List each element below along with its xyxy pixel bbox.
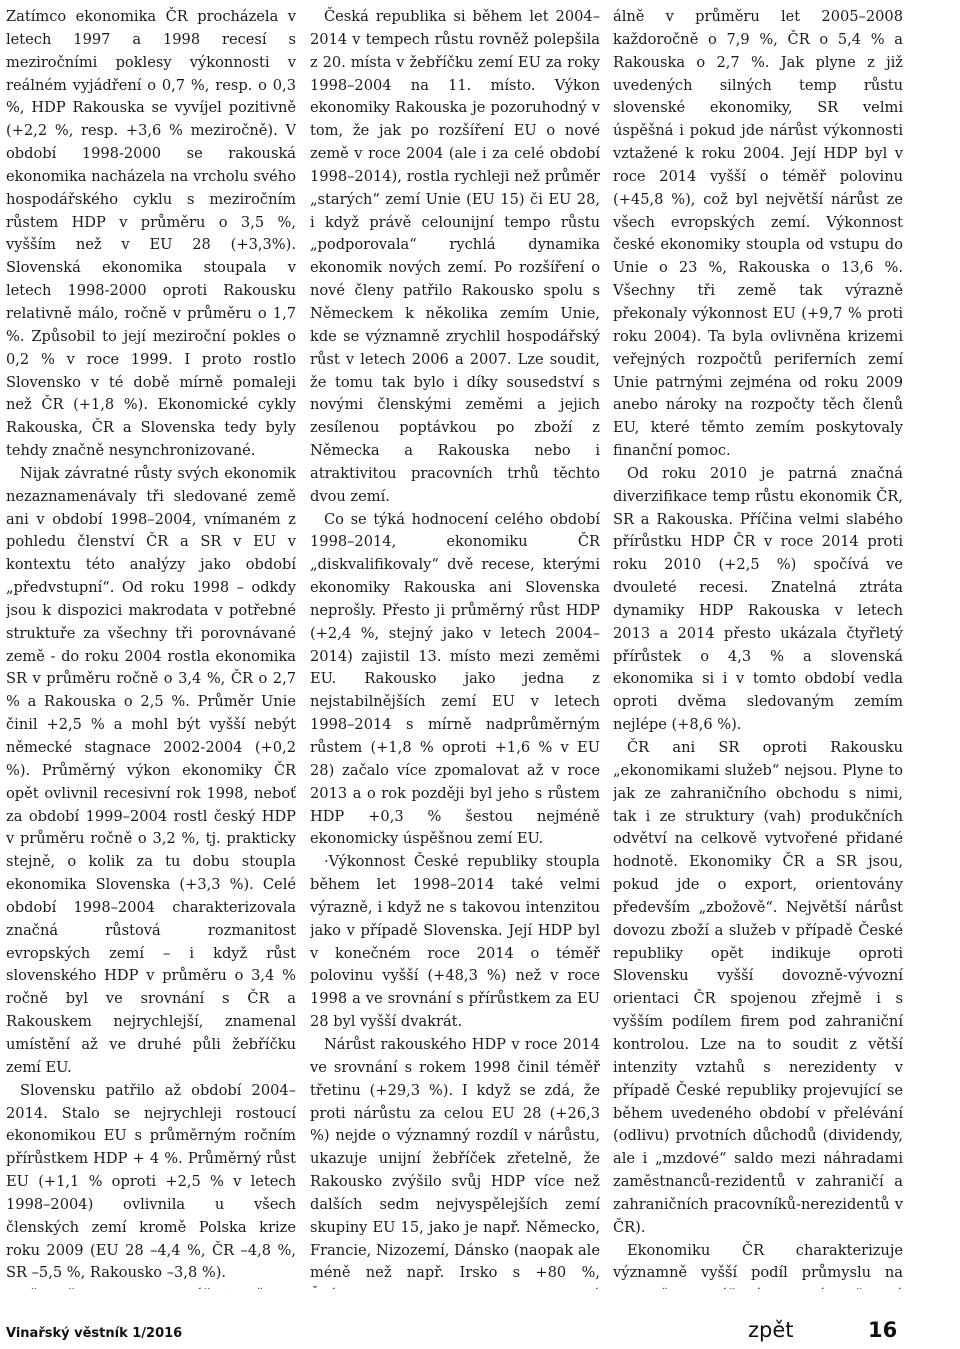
text-column-3 — [613, 6, 903, 1289]
journal-title: Vinařský věstník 1/2016 — [6, 1326, 183, 1341]
paragraph: Slovensku patřilo až období 2004–2014. Stalo se nejrychleji rostoucí ekonomikou EU s průměrným ročním přírůstkem HDP + 4 %. Průměrný růst EU (+1,1 % oproti +2,5 % v letech 1998–2004) ovlivnila u všech členských zemí kromě Polska krize roku 2009 (EU 28 –4,4 %, ČR –4,8 %, SR –5,5 %, Rakousko –3,8 %). — [6, 1081, 296, 1282]
paragraph: Co se týká hodnocení celého období 1998–2014, ekonomiku ČR „diskvalifikovaly“ dvě recese, kterými ekonomiky Rakouska ani Slovenska neprošly. Přesto ji průměrný růst HDP (+2,4 %, stejný jako v letech 2004–2014) zajistil 13. místo mezi zeměmi EU. Rakousko jako jedna z nejstabilnějších zemí EU v letech 1998–2014 s mírně nadprůměrným růstem (+1,8 % oproti +1,6 % v EU 28) začalo více zpomalovat až v roce 2013 a o rok později byl jeho s růstem HDP +0,3 % šestou nejméně ekonomicky úspěšnou zemí EU. — [310, 510, 600, 848]
paragraph: Ekonomiku ČR charakterizuje významně vyšší podíl průmyslu na — [613, 1241, 903, 1282]
paragraph: ·Výkonnost České republiky stoupla během let 1998–2014 také velmi výrazně, i když ne s takovou intenzitou jako v případě Slovenska. Její HDP byl v konečném roce 2014 o téměř polovinu vyšší (+48,3 %) než v roce 1998 a ve srovnání s přírůstkem za EU 28 byl vyšší dvakrát. — [310, 853, 600, 1031]
back-link[interactable]: zpět — [748, 1318, 794, 1342]
page-footer — [0, 1312, 960, 1349]
text-column-2 — [310, 6, 600, 1289]
page-number: 16 — [868, 1318, 898, 1342]
paragraph: Nárůst rakouského HDP v roce 2014 ve srovnání s rokem 1998 činil téměř třetinu (+29,3 %). I když se zdá, že proti nárůstu za celou EU 28 (+26,3 %) nejde o významný rozdíl v nárůstu, ukazuje unijní žebříček zřetelně, že Rakousko zvýšilo svůj HDP více než dalších sedm nejvyspělejších zemí skupiny EU 15, jako je např. Německo, Francie, Nizozemí, Dánsko (naopak ale méně než např. Irsko s +80 %, — [310, 1035, 600, 1282]
paragraph: Nijak závratné růsty svých ekonomik nezaznamenávaly tři sledované země ani v období 1998–2004, vnímaném z pohledu členství ČR a SR v EU v kontextu této analýzy jako období „předvstupní“. Od roku 1998 – odkdy jsou k dispozici makrodata v potřebné struktuře za všechny tři porovnávané země - do roku 2004 rostla ekonomika SR v průměru ročně o 3,4 %, ČR o 2,7 % a Rakouska o 2,5 %. Průměr Unie činil +2,5 % a mohl být vyšší nebýt německé stagnace 2002-2004 (+0,2 %). Průměrný výkon ekonomiky ČR opět ovlivnil recesivní rok 1998, neboť za období 1999–2004 rostl český HDP v průměru ročně o 3,2 %, tj. prakticky stejně, o kolik za tu dobu stoupla ekonomika Slovenska (+3,3 %). Celé období 1998–2004 charakterizovala značná růstová rozmanitost evropských zemí – i když růst slovenského HDP v průměru o 3,4 % ročně byl ve srovnání s ČR a Rakouskem nejrychlejší, znamenal umístění až ve druhé půli žebříčku zemí EU. — [6, 464, 296, 1076]
paragraph: álně v průměru let 2005–2008 každoročně o 7,9 %, ČR o 5,4 % a Rakouska o 2,7 %. Jak plyne z již uvedených silných temp růstu slovenské ekonomiky, SR velmi úspěšná i pokud jde nárůst výkonnosti vztažené k roku 2004. Její HDP byl v roce 2014 vyšší o téměř polovinu (+45,8 %), což byl největší nárůst ze všech evropských zemí. Výkonnost české ekonomiky stoupla od vstupu do Unie o 23 %, Rakouska o 13,6 %. Všechny tři země tak výrazně překonaly výkonnost EU (+9,7 % proti roku 2004). Ta byla ovlivněna krizemi veřejných rozpočtů periferních zemí Unie patrnými zejména od roku 2009 anebo nároky na rozpočty těch členů EU, které těmto zemím poskytovaly finanční pomoc. — [613, 8, 903, 460]
paragraph: Od roku 2010 je patrná značná diverzifikace temp růstu ekonomik ČR, SR a Rakouska. Příčina velmi slabého přírůstku HDP ČR v roce 2014 proti roku 2010 (+2,5 %) spočívá ve dvouleté recesi. Znatelná ztráta dynamiky HDP Rakouska v letech 2013 a 2014 přesto ukázala čtyřletý přírůstek o 4,3 % a slovenská ekonomika si i v tomto období vedla oproti dvěma sledovaným zemím nejlépe (+8,6 %). — [613, 464, 903, 734]
text-column-1 — [6, 6, 296, 1289]
paragraph: ČR ani SR oproti Rakousku „ekonomikami služeb“ nejsou. Plyne to jak ze zahraničního obchodu s nimi, tak i ze struktury (vah) produkčních odvětví na celkově vytvořené přidané hodnotě. Ekonomiky ČR a SR jsou, pokud jde o export, orientovány především „zbožově“. Největší nárůst dovozu zboží a služeb v případě České republiky opět indikuje oproti Slovensku vyšší dovozně-vývozní orientaci ČR spojenou zřejmě i s vyšším podílem firem pod zahraniční kontrolou. Lze na to soudit z větší intenzity vztahů s nerezidenty v případě České republiky projevující se během uvedeného období v přelévání (odlivu) prvotních důchodů (dividendy, ale i „mzdové“ saldo mezi náhradami zaměstnanců-rezidentů v zahraničí a zahraničních pracovníků-nerezidentů v ČR). — [613, 739, 903, 1236]
paragraph — [6, 1285, 296, 1289]
paragraph: Zatímco ekonomika ČR procházela v letech 1997 a 1998 recesí s meziročními poklesy výkonnosti v reálném vyjádření o 0,7 %, resp. o 0,3 %, HDP Rakouska se vyvíjel pozitivně (+2,2 %, resp. +3,6 % meziročně). V období 1998-2000 se rakouská ekonomika nacházela na vrcholu svého hospodářského cyklu s meziročním růstem HDP v průměru o 3,5 %, vyšším než v EU 28 (+3,3%). Slovenská ekonomika stoupala v letech 1998-2000 oproti Rakousku relativně málo, ročně v průměru o 1,7 %. Způsobil to její meziroční pokles o 0,2 % v roce 1999. I proto rostlo Slovensko v té době mírně pomaleji než ČR (+1,8 %). Ekonomické cykly Rakouska, ČR a Slovenska tedy byly tehdy značně nesynchronizované. — [6, 8, 296, 460]
paragraph: Česká republika si během let 2004–2014 v tempech růstu rovněž polepšila z 20. místa v žebříčku zemí EU za roky 1998–2004 na 11. místo. Výkon ekonomiky Rakouska je pozoruhodný v tom, že jak po rozšíření EU o nové země v roce 2004 (ale i za celé období 1998–2014), rostla rychleji než průměr „starých“ zemí Unie (EU 15) či EU 28, i když právě celounijní tempo růstu „podporovala“ rychlá dynamika ekonomik nových zemí. Po rozšíření o nové členy patřilo Rakousko spolu s Německem k několika zemím Unie, kde se významně zrychlil hospodářský růst v letech 2006 a 2007. Lze soudit, že tomu tak bylo i díky sousedství s novými členskými zeměmi a jejich zesílenou poptávkou po zboží z Německa a Rakouska nebo i atraktivitou pracovních trhů těchto dvou zemí. — [310, 8, 600, 505]
